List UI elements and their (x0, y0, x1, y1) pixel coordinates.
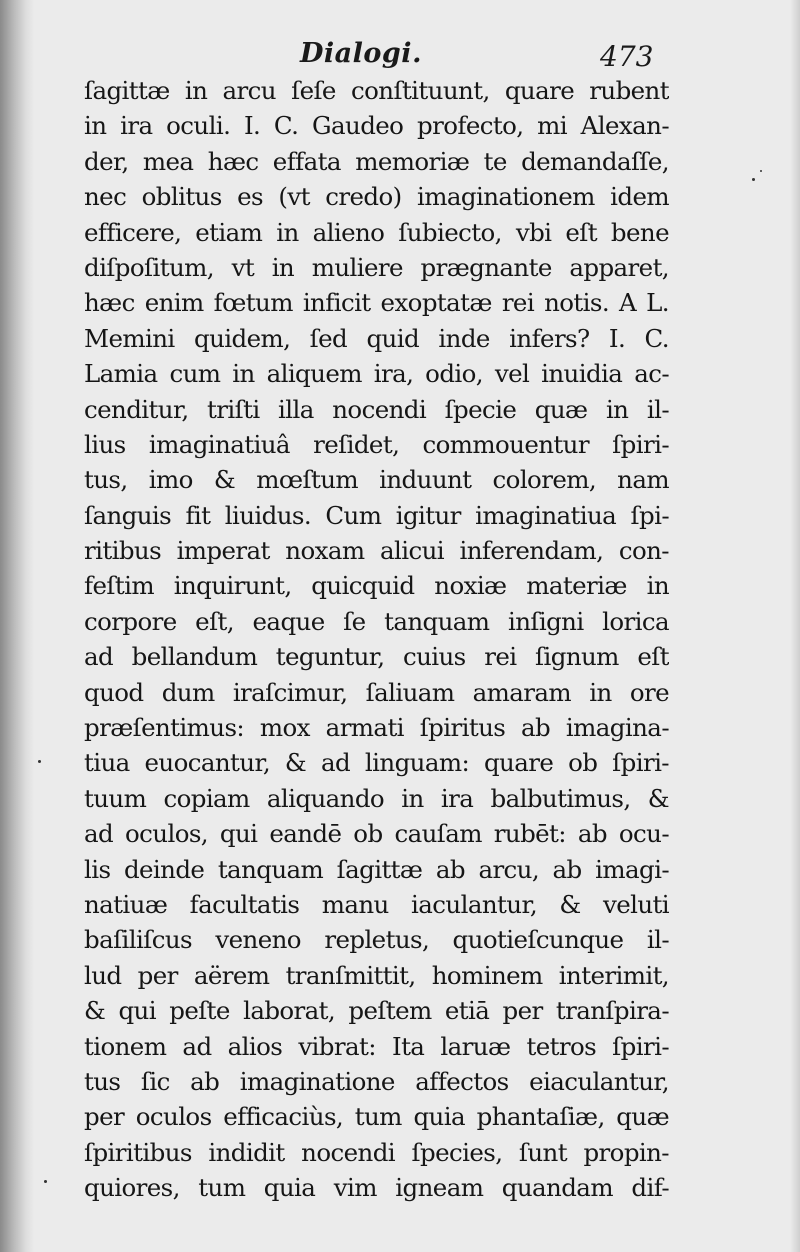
ink-speck (38, 760, 41, 763)
page-edge-shadow (790, 0, 800, 1252)
text-line: baſiliſcus veneno repletus, quotieſcunque il- (84, 925, 669, 955)
text-line: tiua euocantur, & ad linguam: quare ob ſpiri- (84, 748, 669, 778)
text-line: corpore eſt, eaque ſe tanquam inſigni lorica (84, 606, 669, 636)
text-line: efficere, etiam in alieno ſubiecto, vbi eſt bene (84, 217, 669, 247)
text-line: lud per aërem tranſmittit, hominem interimit, (84, 960, 669, 990)
ink-speck (44, 1180, 47, 1183)
text-line: tionem ad alios vibrat: Ita laruæ tetros ſpiri- (84, 1031, 669, 1061)
body-text (84, 73, 669, 1206)
text-line: lis deinde tanquam ſagittæ ab arcu, ab imagi- (84, 854, 669, 884)
text-line: quod dum iraſcimur, ſaliuam amaram in ore (84, 677, 669, 707)
text-line: tuum copiam aliquando in ira balbutimus, & (84, 783, 669, 813)
text-line: Memini quidem, ſed quid inde infers? I. C. (84, 323, 669, 353)
text-line: ritibus imperat noxam alicui inferendam, con- (84, 536, 669, 566)
binding-shadow (0, 0, 34, 1252)
text-line: per oculos efficaciùs, tum quia phantaſiæ, quæ (84, 1102, 669, 1132)
text-line: ſpiritibus indidit nocendi ſpecies, ſunt propin- (84, 1137, 669, 1167)
text-line: Lamia cum in aliquem ira, odio, vel inuidia ac- (84, 359, 669, 389)
text-line: tus ſic ab imaginatione affectos eiaculantur, (84, 1066, 669, 1096)
text-line: præſentimus: mox armati ſpiritus ab imagina- (84, 713, 669, 743)
text-line: natiuæ facultatis manu iaculantur, & veluti (84, 889, 669, 919)
text-line: ad bellandum teguntur, cuius rei ſignum eſt (84, 642, 669, 672)
text-line: in ira oculi. I. C. Gaudeo profecto, mi Alexan- (84, 111, 669, 141)
page-number: 473 (600, 40, 654, 73)
ink-speck (760, 170, 762, 172)
text-line: & qui peſte laborat, peſtem etiā per tranſpira- (84, 996, 669, 1026)
text-line: ſagittæ in arcu ſeſe conſtituunt, quare rubent (84, 76, 669, 105)
text-line: ſanguis fit liuidus. Cum igitur imaginatiua ſpi- (84, 500, 669, 530)
text-line: hæc enim fœtum inficit exoptatæ rei notis. A L. (84, 288, 669, 318)
running-head: Dialogi. (300, 38, 422, 69)
text-line: ad oculos, qui eandē ob cauſam rubēt: ab ocu- (84, 819, 669, 849)
text-line: feſtim inquirunt, quicquid noxiæ materiæ in (84, 571, 669, 601)
text-line: der, mea hæc effata memoriæ te demandaſſe, (84, 146, 669, 176)
text-line: tus, imo & mœſtum induunt colorem, nam (84, 465, 669, 495)
text-line: lius imaginatiuâ reſidet, commouentur ſpiri- (84, 429, 669, 459)
text-line: diſpoſitum, vt in muliere prægnante apparet, (84, 252, 669, 282)
ink-speck (752, 178, 755, 181)
text-line: nec oblitus es (vt credo) imaginationem idem (84, 182, 669, 212)
text-line: quiores, tum quia vim igneam quandam dif- (84, 1173, 669, 1203)
text-line: cenditur, triſti illa nocendi ſpecie quæ in il- (84, 394, 669, 424)
